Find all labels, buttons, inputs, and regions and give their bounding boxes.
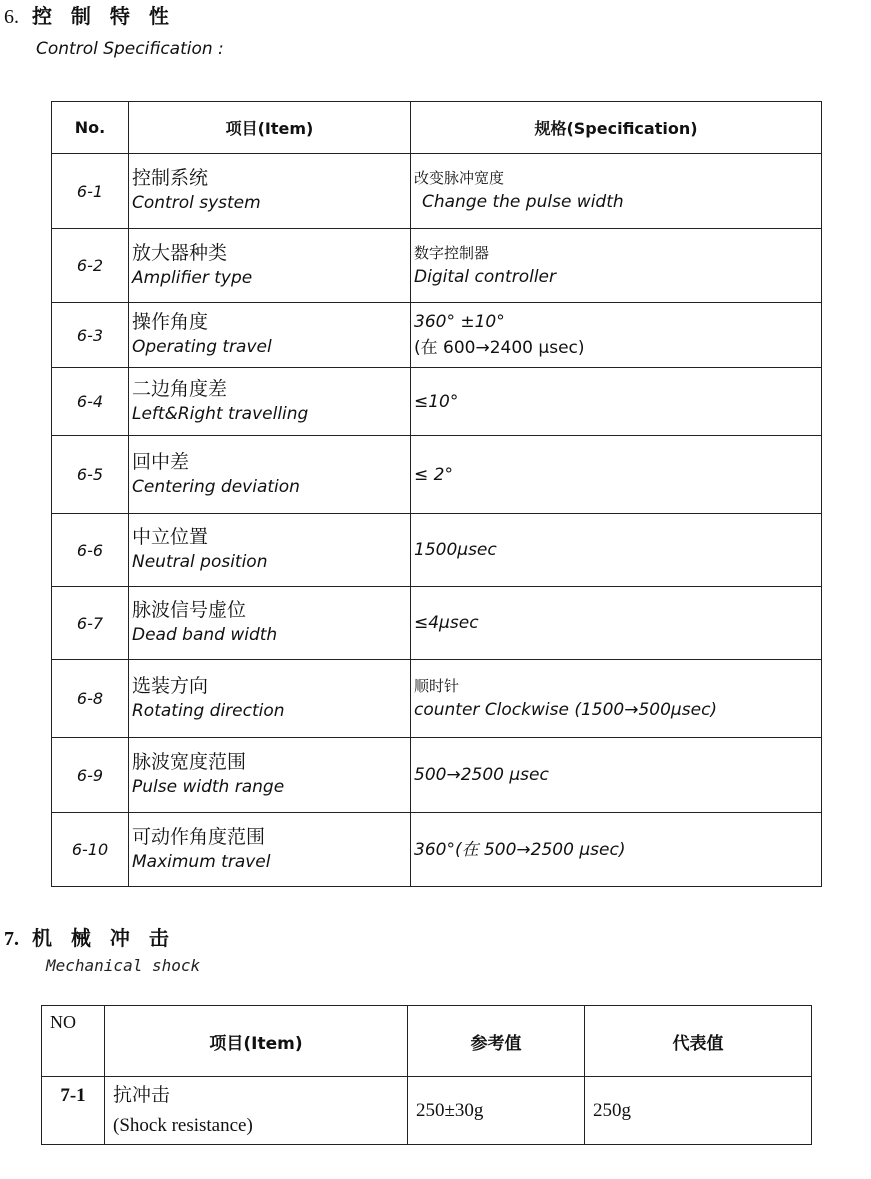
table-header-row (52, 102, 822, 154)
row-number: 6-2 (52, 229, 129, 303)
header-no: No. (52, 102, 129, 154)
section-6-title: 控 制 特 性 (31, 4, 175, 28)
spec-en: Digital controller (414, 266, 557, 287)
typical-value: 250g (585, 1077, 812, 1145)
item-cell (129, 587, 411, 660)
item-cell (129, 738, 411, 813)
table-row (52, 303, 822, 368)
table-header-row (42, 1006, 812, 1077)
row-number: 6-4 (52, 368, 129, 436)
table-row (52, 368, 822, 436)
item-en: Amplifier type (132, 267, 253, 288)
row-number: 6-5 (52, 436, 129, 514)
spec-cell (411, 436, 822, 514)
row-number: 7-1 (42, 1077, 105, 1145)
table-row (52, 436, 822, 514)
item-en: (Shock resistance) (113, 1114, 253, 1136)
section-6-number: 6. (4, 6, 19, 28)
item-en: Neutral position (132, 552, 268, 572)
item-zh: 中立位置 (132, 526, 209, 548)
spec-value: 360° ±10° (414, 312, 505, 332)
mechanical-shock-table (41, 1005, 812, 1145)
table-row (52, 813, 822, 887)
spec-cell (411, 368, 822, 436)
table-row (52, 229, 822, 303)
spec-cell (411, 738, 822, 813)
item-en: Rotating direction (132, 700, 285, 721)
spec-en: Change the pulse width (422, 192, 624, 212)
spec-en: counter Clockwise (1500→500μsec) (414, 699, 718, 720)
spec-zh: 数字控制器 (414, 243, 490, 262)
section-7-heading (4, 926, 175, 951)
table-row (52, 154, 822, 229)
spec-cell (411, 813, 822, 887)
section-6-heading (4, 4, 175, 29)
table-row (52, 514, 822, 587)
header-item: 项目(Item) (129, 102, 411, 154)
item-en: Dead band width (132, 625, 278, 645)
item-zh: 选装方向 (132, 674, 209, 697)
row-number: 6-8 (52, 660, 129, 738)
header-spec: 规格(Specification) (411, 102, 822, 154)
spec-cell (411, 303, 822, 368)
item-zh: 二边角度差 (132, 377, 228, 400)
control-spec-table (51, 101, 822, 887)
item-cell (105, 1077, 408, 1145)
section-6-subtitle: Control Specification : (36, 39, 224, 59)
item-zh: 脉波宽度范围 (132, 751, 247, 773)
row-number: 6-6 (52, 514, 129, 587)
spec-zh: 顺时针 (414, 676, 460, 695)
item-zh: 可动作角度范围 (132, 825, 266, 848)
item-cell (129, 368, 411, 436)
row-number: 6-1 (52, 154, 129, 229)
spec-cell (411, 229, 822, 303)
header-typical-value: 代表值 (585, 1006, 812, 1077)
row-number: 6-9 (52, 738, 129, 813)
section-7-subtitle: Mechanical shock (46, 956, 201, 975)
header-item: 项目(Item) (105, 1006, 408, 1077)
section-7-number: 7. (4, 928, 19, 950)
spec-note: (在 600→2400 μsec) (414, 338, 585, 358)
spec-value: 360°(在 500→2500 μsec) (414, 839, 626, 860)
item-cell (129, 813, 411, 887)
item-en: Control system (132, 193, 261, 213)
reference-value: 250±30g (408, 1077, 585, 1145)
spec-cell (411, 587, 822, 660)
item-en: Centering deviation (132, 476, 300, 497)
item-zh: 脉波信号虚位 (132, 599, 247, 621)
item-zh: 放大器种类 (132, 241, 228, 264)
item-en: Maximum travel (132, 851, 271, 872)
item-cell (129, 154, 411, 229)
item-zh: 抗冲击 (113, 1084, 171, 1106)
item-en: Left&Right travelling (132, 403, 309, 424)
item-cell (129, 660, 411, 738)
item-cell (129, 514, 411, 587)
item-zh: 控制系统 (132, 167, 209, 189)
spec-cell (411, 154, 822, 229)
spec-zh: 改变脉冲宽度 (414, 169, 505, 187)
item-cell (129, 436, 411, 514)
header-no: NO (42, 1006, 105, 1077)
spec-value: ≤10° (414, 391, 459, 412)
row-number: 6-7 (52, 587, 129, 660)
table-row (42, 1077, 812, 1145)
section-7-title: 机 械 冲 击 (31, 926, 175, 950)
spec-value: 500→2500 μsec (414, 765, 549, 785)
table-row (52, 587, 822, 660)
spec-value: ≤ 2° (414, 464, 453, 485)
header-reference-value: 参考值 (408, 1006, 585, 1077)
spec-cell (411, 514, 822, 587)
item-en: Pulse width range (132, 777, 285, 797)
spec-value: ≤4μsec (414, 613, 479, 633)
spec-cell (411, 660, 822, 738)
item-zh: 回中差 (132, 450, 190, 473)
table-row (52, 660, 822, 738)
item-en: Operating travel (132, 337, 272, 357)
row-number: 6-10 (52, 813, 129, 887)
item-zh: 操作角度 (132, 311, 209, 333)
row-number: 6-3 (52, 303, 129, 368)
item-cell (129, 303, 411, 368)
item-cell (129, 229, 411, 303)
table-row (52, 738, 822, 813)
spec-value: 1500μsec (414, 540, 497, 560)
